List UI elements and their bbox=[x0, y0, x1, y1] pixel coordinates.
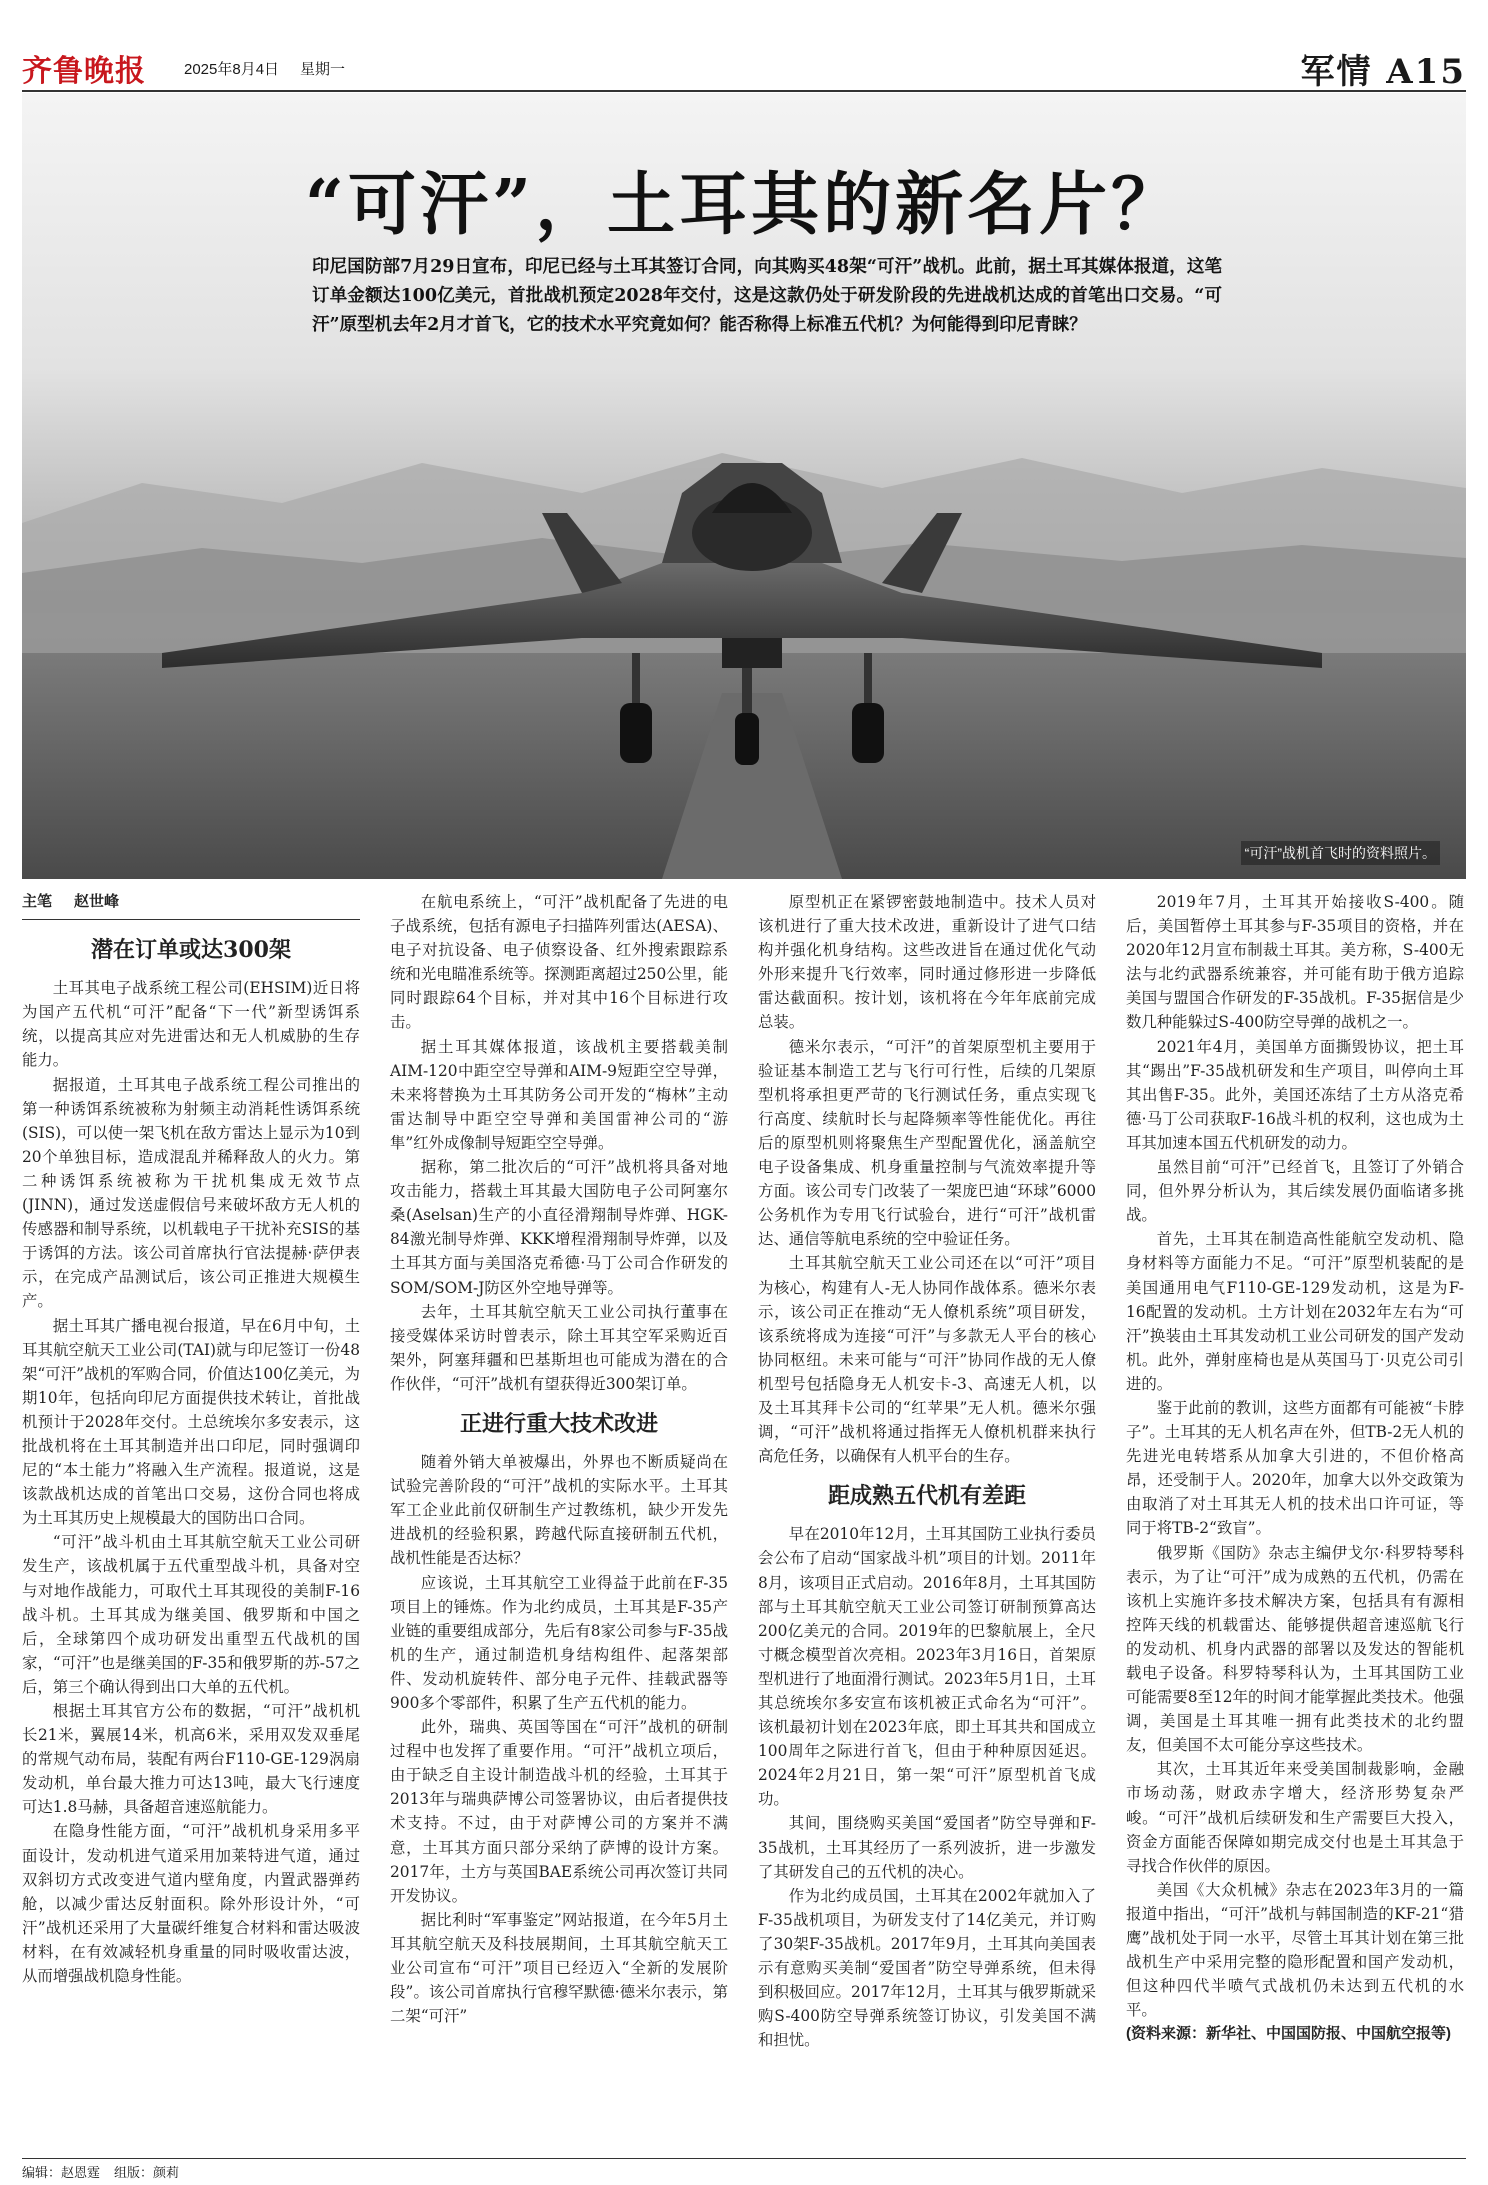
footer-editor: 编辑：赵恩霆 bbox=[22, 2165, 101, 2180]
page-headline: “可汗”，土耳其的新名片？ bbox=[304, 165, 1184, 245]
photo-caption: “可汗”战机首飞时的资料照片。 bbox=[1241, 841, 1440, 865]
paragraph: 据比利时“军事鉴定”网站报道，在今年5月土耳其航空航天及科技展期间，土耳其航空航天工业公司宣布“可汗”项目已经迈入“全新的发展阶段”。该公司首席执行官穆罕默德·德米尔表示，第二架“可汗” bbox=[390, 1910, 728, 2026]
paragraph: 土耳其电子战系统工程公司(EHSIM)近日将为国产五代机“可汗”配备“下一代”新型诱饵系统，以提高其应对先进雷达和无人机威胁的生存能力。 bbox=[22, 979, 360, 1070]
paragraph: 根据土耳其官方公布的数据，“可汗”战机机长21米，翼展14米，机高6米，采用双发双垂尾的常规气动布局，装配有两台F110-GE-129涡扇发动机，单台最大推力可达13吨，最大飞行速度可达1.8马赫，具备超音速巡航能力。 bbox=[22, 1702, 360, 1817]
footer-layout: 组版：颜莉 bbox=[114, 2165, 180, 2180]
paragraph: “可汗”战斗机由土耳其航空航天工业公司研发生产，该战机属于五代重型战斗机，具备对空与对地作战能力，可取代土耳其现役的美制F-16战斗机。土耳其成为继美国、俄罗斯和中国之后，全球第四个成功研发出重型五代战机的国家，“可汗”也是继美国的F-35和俄罗斯的苏-57之后，第三个确认得到出口大单的五代机。 bbox=[22, 1533, 360, 1696]
footer bbox=[22, 2162, 193, 2181]
article-column-1 bbox=[22, 890, 360, 1988]
paragraph: 此外，瑞典、英国等国在“可汗”战机的研制过程中也发挥了重要作用。“可汗”战机立项后，由于缺乏自主设计制造战斗机的经验，土耳其于2013年与瑞典萨博公司签署协议，由后者提供技术支持。不过，由于对萨博公司的方案并不满意，土耳其方面只部分采纳了萨博的设计方案。2017年，土方与英国BAE系统公司再次签订共同开发协议。 bbox=[390, 1718, 728, 1905]
footer-rule bbox=[22, 2158, 1466, 2159]
section-heading: 距成熟五代机有差距 bbox=[827, 1483, 1026, 1510]
paragraph: 早在2010年12月，土耳其国防工业执行委员会公布了启动“国家战斗机”项目的计划。2011年8月，该项目正式启动。2016年8月，土耳其国防部与土耳其航空航天工业公司签订研制预算高达200亿美元的合同。2019年的巴黎航展上，全尺寸概念模型首次亮相。2023年3月16日，首架原型机进行了地面滑行测试。2023年5月1日，土耳其总统埃尔多安宣布该机被正式命名为“可汗”。该机最初计划在2023年底，即土耳其共和国成立100周年之际进行首飞，但由于种种原因延迟。2024年2月21日，第一架“可汗”原型机首飞成功。 bbox=[758, 1525, 1096, 1809]
byline bbox=[22, 890, 360, 920]
article-column-4 bbox=[1126, 890, 1464, 2047]
paragraph: 俄罗斯《国防》杂志主编伊戈尔·科罗特琴科表示，为了让“可汗”成为成熟的五代机，仍需在该机上实施许多技术解决方案，包括具有有源相控阵天线的机载雷达、能够提供超音速巡航飞行的发动机、机身内武器的部署以及发达的智能机载电子设备。科罗特琴科认为，土耳其国防工业可能需要8至12年的时间才能掌握此类技术。他强调，美国是土耳其唯一拥有此类技术的北约盟友，但美国不太可能分享这些技术。 bbox=[1126, 1543, 1464, 1755]
section-heading: 正进行重大技术改进 bbox=[459, 1410, 658, 1437]
section-page-label: 军情 A15 bbox=[1300, 52, 1466, 92]
paragraph: 据土耳其媒体报道，该战机主要搭载美制AIM-120中距空空导弹和AIM-9短距空空导弹，未来将替换为土耳其防务公司开发的“梅林”主动雷达制导中距空空导弹和美国雷神公司的“游隼”红外成像制导短距空空导弹。 bbox=[390, 1037, 728, 1152]
newspaper-logo: 齐鲁晚报 bbox=[22, 54, 146, 89]
paragraph: 随着外销大单被爆出，外界也不断质疑尚在试验完善阶段的“可汗”战机的实际水平。土耳其军工企业此前仅研制生产过教练机，缺少开发先进战机的经验积累，跨越代际直接研制五代机，战机性能是否达标？ bbox=[390, 1453, 728, 1568]
paragraph: 去年，土耳其航空航天工业公司执行董事在接受媒体采访时曾表示，除土耳其空军采购近百架外，阿塞拜疆和巴基斯坦也可能成为潜在的合作伙伴，“可汗”战机有望获得近300架订单。 bbox=[390, 1302, 728, 1393]
paragraph: 在隐身性能方面，“可汗”战机机身采用多平面设计，发动机进气道采用加莱特进气道，通过双斜切方式改变进气道内壁角度，内置武器弹药舱，以减少雷达反射面积。除外形设计外，“可汗”战机还采用了大量碳纤维复合材料和雷达吸波材料，在有效减轻机身重量的同时吸收雷达波，从而增强战机隐身性能。 bbox=[22, 1822, 360, 1986]
article-column-2 bbox=[390, 890, 728, 2028]
byline-label: 主笔 bbox=[22, 893, 53, 910]
paragraph: 据报道，土耳其电子战系统工程公司推出的第一种诱饵系统被称为射频主动消耗性诱饵系统(SIS)，可以使一架飞机在敌方雷达上显示为10到20个单独目标，造成混乱并稀释敌人的火力。第二种诱饵系统被称为干扰机集成无效节点(JINN)，通过发送虚假信号来破坏敌方无人机的传感器和制导系统，以机载电子干扰补充SIS的基于诱饵的方法。该公司首席执行官法提赫·萨伊表示，在完成产品测试后，该公司正推进大规模生产。 bbox=[22, 1075, 360, 1311]
paragraph: 2021年4月，美国单方面撕毁协议，把土耳其“踢出”F-35战机研发和生产项目，叫停向土耳其出售F-35。此外，美国还冻结了土方从洛克希德·马丁公司获取F-16战斗机的权利，这也成为土耳其加速本国五代机研发的动力。 bbox=[1126, 1037, 1464, 1152]
paragraph: 鉴于此前的教训，这些方面都有可能被“卡脖子”。土耳其的无人机名声在外，但TB-2无人机的先进光电转塔系从加拿大引进的，不但价格高昂，还受制于人。2020年，加拿大以外交政策为由取消了对土耳其无人机的技术出口许可证，等同于将TB-2“致盲”。 bbox=[1126, 1398, 1464, 1538]
paragraph: 作为北约成员国，土耳其在2002年就加入了F-35战机项目，为研发支付了14亿美元，并订购了30架F-35战机。2017年9月，土耳其向美国表示有意购买美制“爱国者”防空导弹系统，但未得到积极回应。2017年12月，土耳其与俄罗斯就采购S-400防空导弹系统签订协议，引发美国不满和担忧。 bbox=[758, 1886, 1096, 2050]
masthead-rule bbox=[22, 90, 1466, 92]
source-note: (资料来源：新华社、中国国防报、中国航空报等) bbox=[1126, 2025, 1451, 2043]
section-heading: 潜在订单或达300架 bbox=[91, 937, 291, 964]
paragraph: 应该说，土耳其航空工业得益于此前在F-35项目上的锤炼。作为北约成员，土耳其是F-35产业链的重要组成部分，先后有8家公司参与F-35战机的生产，通过制造机身结构组件、起落架部件、发动机旋转件、部分电子元件、挂载武器等900多个零部件，积累了生产五代机的能力。 bbox=[390, 1573, 728, 1712]
paragraph: 据称，第二批次后的“可汗”战机将具备对地攻击能力，搭载土耳其最大国防电子公司阿塞尔桑(Aselsan)生产的小直径滑翔制导炸弹、HGK-84激光制导炸弹、KKK增程滑翔制导炸弹，以及土耳其方面与美国洛克希德·马丁公司合作研发的SOM/SOM-J防区外空地导弹等。 bbox=[390, 1158, 728, 1297]
byline-name: 赵世峰 bbox=[74, 893, 120, 910]
paragraph: 德米尔表示，“可汗”的首架原型机主要用于验证基本制造工艺与飞行可行性，后续的几架原型机将承担更严苛的飞行测试任务，重点实现飞行高度、续航时长与起降频率等性能优化。再往后的原型机则将聚焦生产型配置优化，涵盖航空电子设备集成、机身重量控制与气流效率提升等方面。该公司专门改装了一架庞巴迪“环球”6000公务机作为专用飞行试验台，进行“可汗”战机雷达、通信等航电系统的空中验证任务。 bbox=[758, 1037, 1096, 1249]
issue-date: 2025年8月4日 bbox=[184, 61, 280, 78]
paragraph: 据土耳其广播电视台报道，早在6月中旬，土耳其航空航天工业公司(TAI)就与印尼签订一份48架“可汗”战机的军购合同，价值达100亿美元，为期10年，包括向印尼方面提供技术转让，首批战机预计于2028年交付。土总统埃尔多安表示，这批战机将在土耳其制造并出口印尼，同时强调印尼的“本土能力”将融入生产流程。报道说，这是该款战机达成的首笔出口交易，这份合同也将成为土耳其历史上规模最大的国防出口合同。 bbox=[22, 1316, 360, 1528]
paragraph: 虽然目前“可汗”已经首飞，且签订了外销合同，但外界分析认为，其后续发展仍面临诸多挑战。 bbox=[1126, 1158, 1464, 1225]
issue-weekday: 星期一 bbox=[300, 61, 346, 78]
lede-paragraph: 印尼国防部7月29日宣布，印尼已经与土耳其签订合同，向其购买48架“可汗”战机。此前，据土耳其媒体报道，这笔订单金额达100亿美元，首批战机预定2028年交付，这是这款仍处于研发阶段的先进战机达成的首笔出口交易。“可汗”原型机去年2月才首飞，它的技术水平究竟如何？能否称得上标准五代机？为何能得到印尼青睐？ bbox=[312, 257, 1222, 335]
paragraph: 原型机正在紧锣密鼓地制造中。技术人员对该机进行了重大技术改进，重新设计了进气口结构并强化机身结构。这些改进旨在通过优化气动外形来提升飞行效率，同时通过修形进一步降低雷达截面积。按计划，该机将在今年年底前完成总装。 bbox=[758, 893, 1096, 1032]
paragraph: 2019年7月，土耳其开始接收S-400。随后，美国暂停土耳其参与F-35项目的资格，并在2020年12月宣布制裁土耳其。美方称，S-400无法与北约武器系统兼容，并可能有助于俄方追踪美国与盟国合作研发的F-35战机。F-35据信是少数几种能躲过S-400防空导弹的战机之一。 bbox=[1126, 893, 1464, 1032]
paragraph: 土耳其航空航天工业公司还在以“可汗”项目为核心，构建有人-无人协同作战体系。德米尔表示，该公司正在推动“无人僚机系统”项目研发，该系统将成为连接“可汗”与多款无人平台的核心协同枢纽。未来可能与“可汗”协同作战的无人僚机型号包括隐身无人机安卡-3、高速无人机，以及土耳其拜卡公司的“红苹果”无人机。德米尔强调，“可汗”战机将通过指挥无人僚机机群来执行高危任务，以确保有人机平台的生存。 bbox=[758, 1254, 1096, 1466]
paragraph: 其次，土耳其近年来受美国制裁影响，金融市场动荡，财政赤字增大，经济形势复杂严峻。“可汗”战机后续研发和生产需要巨大投入，资金方面能否保障如期完成交付也是土耳其急于寻找合作伙伴的原因。 bbox=[1126, 1760, 1464, 1875]
paragraph: 首先，土耳其在制造高性能航空发动机、隐身材料等方面能力不足。“可汗”原型机装配的是美国通用电气F110-GE-129发动机，这是为F-16配置的发动机。土方计划在2032年左右为“可汗”换装由土耳其发动机工业公司研发的国产发动机。此外，弹射座椅也是从英国马丁·贝克公司引进的。 bbox=[1126, 1230, 1464, 1393]
paragraph: 其间，围绕购买美国“爱国者”防空导弹和F-35战机，土耳其经历了一系列波折，进一步激发了其研发自己的五代机的决心。 bbox=[758, 1814, 1096, 1881]
article-column-3 bbox=[758, 890, 1096, 2052]
hero-photo bbox=[22, 93, 1466, 879]
masthead bbox=[22, 44, 1466, 90]
paragraph: 在航电系统上，“可汗”战机配备了先进的电子战系统，包括有源电子扫描阵列雷达(AESA)、电子对抗设备、电子侦察设备、红外搜索跟踪系统和光电瞄准系统等。探测距离超过250公里，能同时跟踪64个目标，并对其中16个目标进行攻击。 bbox=[390, 893, 728, 1032]
paragraph: 美国《大众机械》杂志在2023年3月的一篇报道中指出，“可汗”战机与韩国制造的KF-21“猎鹰”战机处于同一水平，尽管土耳其计划在第三批战机生产中采用完整的隐形配置和国产发动机，但这种四代半喷气式战机仍未达到五代机的水平。 bbox=[1126, 1880, 1464, 2020]
